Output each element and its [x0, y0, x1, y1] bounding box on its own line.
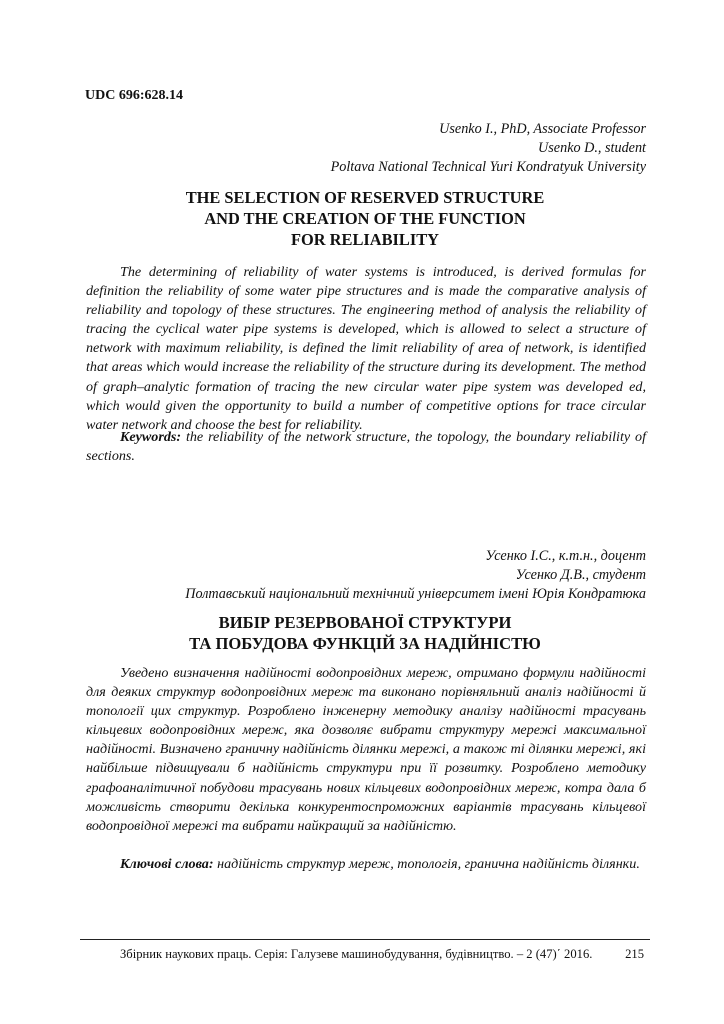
- authors-block-en: [331, 120, 646, 177]
- title-line: FOR RELIABILITY: [290, 230, 439, 249]
- keywords-text: the reliability of the network structure, the topology, the boundary reliability of sections.: [86, 429, 646, 465]
- paper-title-ua: [80, 612, 650, 654]
- author-line: Usenko D., student: [538, 140, 646, 156]
- footer-divider: [80, 939, 650, 940]
- keywords-label: Keywords:: [120, 429, 182, 445]
- title-line: ТА ПОБУДОВА ФУНКЦІЙ ЗА НАДІЙНІСТЮ: [189, 634, 541, 653]
- keywords-ua: [86, 855, 646, 874]
- keywords-text: надійність структур мереж, топологія, гранична надійність ділянки.: [213, 856, 640, 872]
- title-line: AND THE CREATION OF THE FUNCTION: [204, 209, 526, 228]
- page-number: 215: [625, 947, 644, 961]
- author-line: Usenko I., PhD, Associate Professor: [439, 121, 646, 137]
- affiliation-line: Полтавський національний технічний університет імені Юрія Кондратюка: [185, 586, 646, 602]
- keywords-en: [86, 428, 646, 466]
- paper-title-en: [80, 187, 650, 250]
- keywords-label: Ключові слова:: [120, 856, 214, 872]
- author-line: Усенко Д.В., студент: [515, 567, 646, 583]
- abstract-ua: Уведено визначення надійності водопровідних мереж, отримано формули надійності для деяких структур водопровідних мереж та виконано порівняльний аналіз надійності й топології цих структур. Розроблено інженерну методику аналізу надійності трасувань кільцевих водопровідних мереж, яка дозволяє вибрати структуру мережі максимальної надійності. Визначено граничну надійність ділянки мережі, а також ті ділянки мережі, які найбільше підвищували б надійність структури при її розвитку. Розроблено методику графоаналітичної побудови трасувань нових кільцевих водопровідних мереж, котра дала б можливість створити декілька конкурентоспроможних варіантів трасувань кільцевої водопровідної мережі та вибрати найкращий за надійністю.: [86, 665, 646, 834]
- footer-journal-info: Збірник наукових праць. Серія: Галузеве машинобудування, будівництво. – 2 (47)΄ 2016.: [120, 947, 593, 961]
- title-line: THE SELECTION OF RESERVED STRUCTURE: [185, 188, 545, 207]
- authors-block-ua: [185, 547, 646, 604]
- title-line: ВИБІР РЕЗЕРВОВАНОЇ СТРУКТУРИ: [218, 613, 512, 632]
- udc-code: UDC 696:628.14: [85, 88, 183, 103]
- author-line: Усенко І.С., к.т.н., доцент: [485, 548, 646, 564]
- affiliation-line: Poltava National Technical Yuri Kondratyuk University: [330, 159, 646, 175]
- abstract-en: The determining of reliability of water systems is introduced, is derived formulas for definition the reliability of some water pipe structures and is made the comparative analysis of reliability and topology of these structures. The engineering method of analysis the reliability of tracing the cyclical water pipe systems is developed, which is allowed to select a structure of network with maximum reliability, is defined the limit reliability of area of network, is identified that areas which would increase the reliability of the structure during its development. The method of graph–analytic formation of tracing the new circular water pipe system was developed ed, which would given the opportunity to build a number of competitive options for trace circular water network and choose the best for reliability.: [86, 264, 646, 433]
